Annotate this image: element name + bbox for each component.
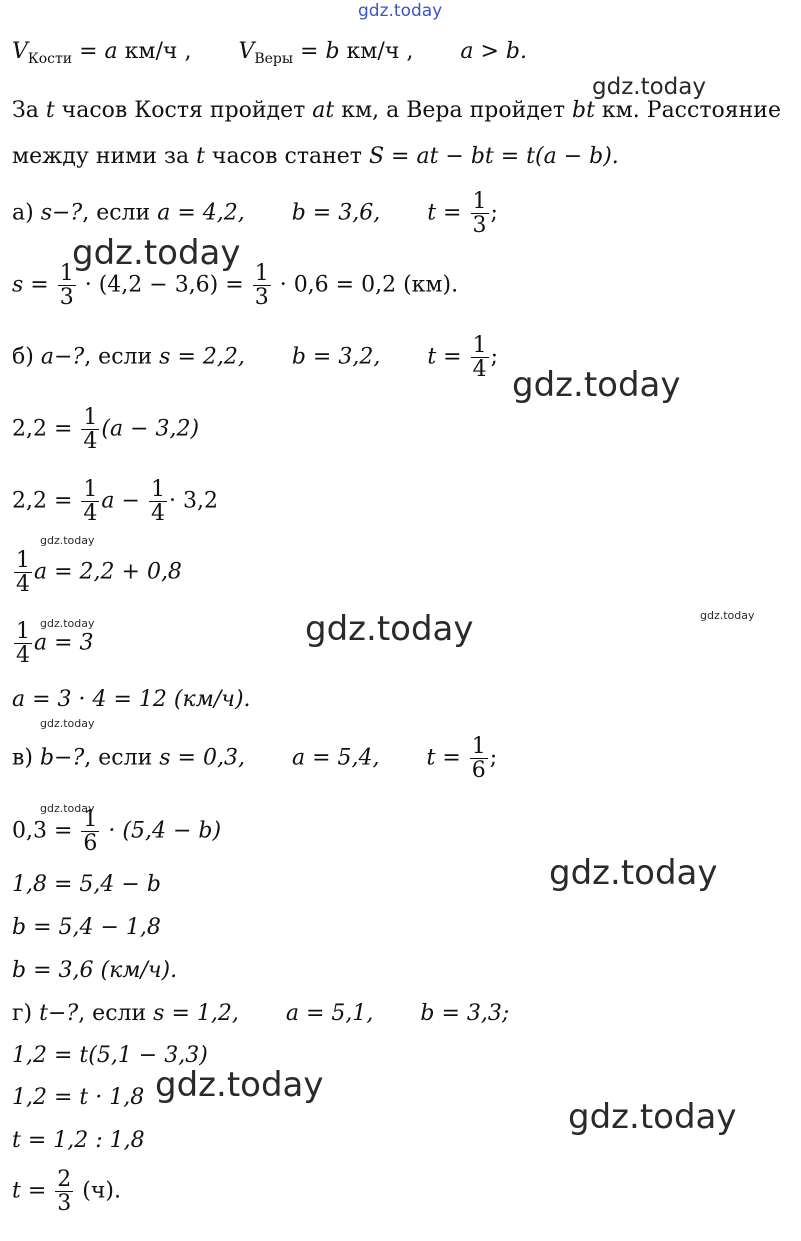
intro-line: $V_{Кости} = a$ км/ч , $V_{Веры} = b$ км/ч , a > b. xyxy=(12,39,527,67)
part-b-line3: $\frac{1}{4}$ a = 2,2 + 0,8 xyxy=(16,548,182,598)
part-a-solution: s = $\frac{1}{3}$ · (4,2 − 3,6) = $\frac{1}{3}$ · 0,6 = 0,2 (км). xyxy=(12,261,459,311)
part-a-condition: а) s−?, если a = 4,2, b = 3,6, t = $\frac{1}{3}$ ; xyxy=(12,189,498,239)
part-g-answer: t = $\frac{2}{3}$ (ч). xyxy=(12,1167,121,1217)
fraction: $\frac{1}{6}$ xyxy=(83,807,98,857)
watermark-small: gdz.today xyxy=(40,617,95,630)
fraction: $\frac{1}{4}$ xyxy=(472,333,487,383)
fraction: $\frac{1}{4}$ xyxy=(16,548,30,598)
part-g-condition: г) t−?, если s = 1,2, a = 5,1, b = 3,3; xyxy=(12,1001,510,1026)
distance-formula: S = at − bt = t(a − b). xyxy=(368,144,619,169)
part-v-line1: 0,3 = $\frac{1}{6}$ · (5,4 − b) xyxy=(12,807,222,857)
watermark-small: gdz.today xyxy=(40,717,95,730)
watermark-top: gdz.today xyxy=(358,1,443,21)
watermark: gdz.today xyxy=(155,1065,324,1105)
part-b-line1: 2,2 = $\frac{1}{4}$ (a − 3,2) xyxy=(12,405,200,455)
watermark-small: gdz.today xyxy=(40,534,95,547)
watermark: gdz.today xyxy=(592,74,706,100)
watermark: gdz.today xyxy=(568,1097,737,1137)
watermark-small: gdz.today xyxy=(700,609,755,622)
fraction: $\frac{1}{3}$ xyxy=(472,189,487,239)
watermark: gdz.today xyxy=(72,233,241,273)
part-g-line3: t = 1,2 : 1,8 xyxy=(12,1128,145,1153)
unit: км/ч xyxy=(346,39,400,64)
fraction: $\frac{1}{3}$ xyxy=(254,261,269,311)
watermark-small: gdz.today xyxy=(40,802,95,815)
part-b-line4: $\frac{1}{4}$ a = 3 xyxy=(16,619,94,669)
watermark: gdz.today xyxy=(305,609,474,649)
fraction: $\frac{2}{3}$ xyxy=(57,1167,72,1217)
explanation-paragraph: За t часов Костя пройдет at км, а Вера пройдет bt км. Расстояние между ними за t часов станет S = at − bt = t(a − b). xyxy=(12,98,781,169)
part-g-line2: 1,2 = t · 1,8 xyxy=(12,1085,145,1110)
fraction: $\frac{1}{4}$ xyxy=(16,619,30,669)
condition: a > b. xyxy=(460,39,527,64)
unit: км/ч xyxy=(124,39,178,64)
part-b-condition: б) a−?, если s = 2,2, b = 3,2, t = $\frac{1}{4}$ ; xyxy=(12,333,499,383)
part-v-answer: b = 3,6 (км/ч). xyxy=(12,958,178,983)
watermark: gdz.today xyxy=(512,365,681,405)
part-v-condition: в) b−?, если s = 0,3, a = 5,4, t = $\frac{1}{6}$ ; xyxy=(12,734,498,784)
fraction: $\frac{1}{4}$ xyxy=(83,477,98,527)
part-v-line3: b = 5,4 − 1,8 xyxy=(12,915,161,940)
fraction: $\frac{1}{4}$ xyxy=(83,405,98,455)
fraction: $\frac{1}{3}$ xyxy=(59,261,74,311)
part-b-answer: a = 3 · 4 = 12 (км/ч). xyxy=(12,687,251,712)
v-very-subscript: Веры xyxy=(254,51,294,67)
part-g-line1: 1,2 = t(5,1 − 3,3) xyxy=(12,1043,208,1068)
fraction: $\frac{1}{4}$ xyxy=(150,477,165,527)
v-kosti-subscript: Кости xyxy=(27,51,73,67)
part-v-line2: 1,8 = 5,4 − b xyxy=(12,872,161,897)
watermark: gdz.today xyxy=(549,853,718,893)
fraction: $\frac{1}{6}$ xyxy=(471,734,486,784)
part-b-line2: 2,2 = $\frac{1}{4}$ a − $\frac{1}{4}$ · 3,2 xyxy=(12,477,218,527)
